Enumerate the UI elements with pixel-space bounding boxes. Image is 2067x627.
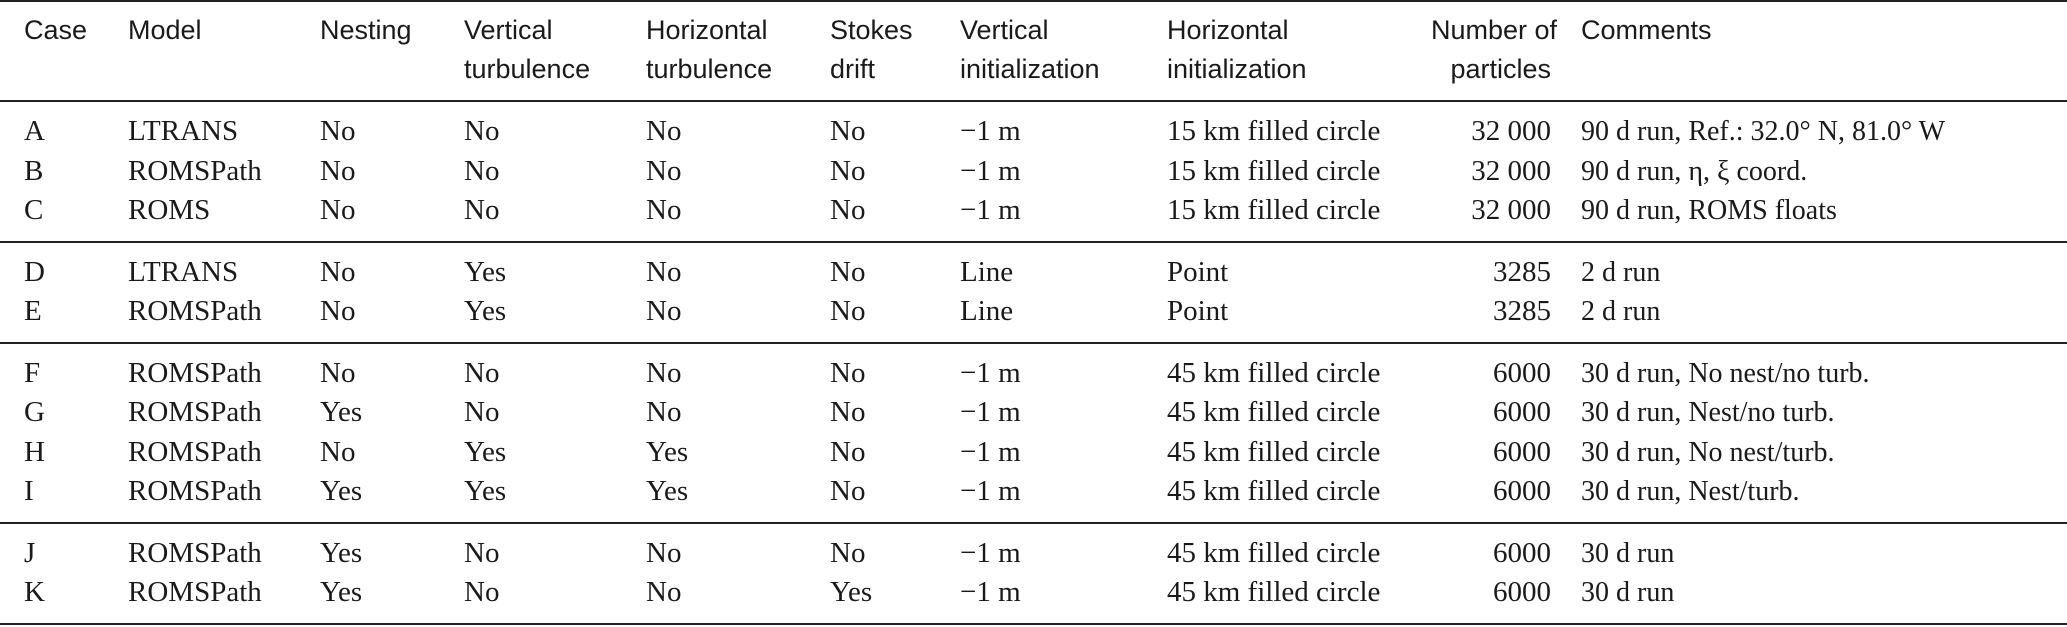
vertical-initialization-cell: −1 m	[960, 435, 1021, 468]
header-line: Horizontal	[1167, 15, 1289, 45]
comments-cell: 30 d run	[1581, 573, 2067, 624]
vertical-turbulence-cell: Yes	[464, 435, 507, 468]
row-group	[0, 523, 2067, 624]
table-row	[0, 292, 2067, 343]
row-group	[0, 343, 2067, 523]
model-cell: ROMSPath	[128, 396, 262, 428]
table-header	[0, 1, 2067, 101]
stokes-drift-cell: No	[830, 194, 866, 226]
stokes-drift-cell: No	[830, 115, 866, 147]
nesting-cell: Yes	[320, 475, 363, 507]
stokes-drift-cell: No	[830, 396, 866, 428]
horizontal-initialization-cell: 45 km filled circle	[1167, 475, 1381, 507]
vertical-initialization-cell: −1 m	[960, 523, 1167, 574]
horizontal-turbulence-cell: No	[646, 295, 682, 327]
case-cell: H	[24, 435, 45, 468]
header-line: Vertical	[464, 15, 553, 45]
table-row	[0, 191, 2067, 242]
horizontal-initialization-cell: 15 km filled circle	[1167, 115, 1381, 147]
model-cell: ROMSPath	[128, 523, 320, 574]
table-row	[0, 393, 2067, 433]
header-model: Model	[128, 1, 320, 101]
number-of-particles-cell: 32 000	[1471, 194, 1551, 226]
horizontal-turbulence-cell: No	[646, 573, 830, 624]
horizontal-turbulence-cell: No	[646, 154, 682, 187]
number-of-particles-cell: 6000	[1431, 343, 1581, 394]
number-of-particles-cell: 6000	[1493, 475, 1551, 507]
number-of-particles-cell: 6000	[1493, 435, 1551, 468]
horizontal-turbulence-cell: No	[646, 194, 682, 226]
vertical-initialization-cell: Line	[960, 242, 1167, 293]
row-group	[0, 242, 2067, 343]
case-cell: F	[0, 343, 128, 394]
case-cell: K	[0, 573, 128, 624]
horizontal-turbulence-cell: Yes	[646, 435, 689, 468]
vertical-initialization-cell: −1 m	[960, 154, 1021, 187]
vertical-turbulence-cell: No	[464, 343, 646, 394]
number-of-particles-cell: 3285	[1493, 295, 1551, 327]
horizontal-turbulence-cell: No	[646, 242, 830, 293]
vertical-turbulence-cell: Yes	[464, 475, 507, 507]
table-row	[0, 472, 2067, 523]
header-vertical-turbulence	[464, 1, 646, 101]
model-cell: ROMSPath	[128, 295, 262, 327]
header-horizontal-initialization	[1167, 1, 1431, 101]
table-row	[0, 101, 2067, 152]
vertical-initialization-cell: −1 m	[960, 343, 1167, 394]
table-row	[0, 433, 2067, 473]
nesting-cell: No	[320, 343, 464, 394]
horizontal-turbulence-cell: No	[646, 396, 682, 428]
comments-cell: 30 d run, No nest/no turb.	[1581, 343, 2067, 394]
comments-cell: 90 d run, η, ξ coord.	[1581, 155, 1808, 187]
horizontal-initialization-cell: 45 km filled circle	[1167, 396, 1381, 428]
comments-cell: 2 d run	[1581, 296, 1661, 327]
header-row	[0, 1, 2067, 101]
vertical-turbulence-cell: Yes	[464, 295, 507, 327]
comments-cell: 90 d run, ROMS floats	[1581, 195, 1837, 226]
number-of-particles-cell: 32 000	[1471, 154, 1551, 187]
nesting-cell: Yes	[320, 573, 464, 624]
header-comments: Comments	[1581, 1, 2067, 101]
nesting-cell: No	[320, 154, 356, 187]
comments-cell: 30 d run, No nest/turb.	[1581, 436, 1835, 468]
horizontal-turbulence-cell: Yes	[646, 475, 689, 507]
case-cell: J	[0, 523, 128, 574]
header-nesting: Nesting	[320, 1, 464, 101]
header-vertical-initialization	[960, 1, 1167, 101]
header-horizontal-turbulence	[646, 1, 830, 101]
stokes-drift-cell: No	[830, 435, 866, 468]
number-of-particles-cell: 3285	[1431, 242, 1581, 293]
horizontal-initialization-cell: 45 km filled circle	[1167, 573, 1431, 624]
comments-cell: 2 d run	[1581, 242, 2067, 293]
stokes-drift-cell: Yes	[830, 573, 960, 624]
horizontal-turbulence-cell: No	[646, 523, 830, 574]
table-row	[0, 523, 2067, 574]
comments-cell: 30 d run, Nest/turb.	[1581, 476, 1800, 507]
header-line: initialization	[960, 54, 1100, 84]
nesting-cell: No	[320, 242, 464, 293]
header-line: particles	[1450, 54, 1551, 84]
stokes-drift-cell: No	[830, 343, 960, 394]
model-cell: ROMSPath	[128, 475, 262, 507]
number-of-particles-cell: 6000	[1493, 396, 1551, 428]
stokes-drift-cell: No	[830, 154, 866, 187]
number-of-particles-cell: 6000	[1431, 573, 1581, 624]
vertical-initialization-cell: −1 m	[960, 194, 1021, 226]
header-case: Case	[0, 1, 128, 101]
horizontal-initialization-cell: 15 km filled circle	[1167, 154, 1381, 187]
horizontal-initialization-cell: 45 km filled circle	[1167, 523, 1431, 574]
nesting-cell: No	[320, 435, 356, 468]
vertical-turbulence-cell: No	[464, 523, 646, 574]
stokes-drift-cell: No	[830, 295, 866, 327]
nesting-cell: No	[320, 115, 356, 147]
header-line: Number of	[1431, 15, 1558, 45]
model-cell: ROMS	[128, 194, 211, 226]
vertical-turbulence-cell: No	[464, 396, 500, 428]
stokes-drift-cell: No	[830, 523, 960, 574]
horizontal-initialization-cell: 15 km filled circle	[1167, 194, 1381, 226]
case-cell: B	[24, 154, 44, 187]
nesting-cell: Yes	[320, 396, 363, 428]
header-number-of-particles	[1431, 1, 1581, 101]
case-cell: G	[24, 396, 45, 428]
model-cell: LTRANS	[128, 115, 239, 147]
stokes-drift-cell: No	[830, 475, 866, 507]
nesting-cell: Yes	[320, 523, 464, 574]
case-cell: I	[24, 475, 34, 507]
header-line: Vertical	[960, 15, 1049, 45]
header-line: Stokes	[830, 15, 913, 45]
number-of-particles-cell: 32 000	[1471, 115, 1551, 147]
case-cell: D	[0, 242, 128, 293]
vertical-turbulence-cell: No	[464, 194, 500, 226]
header-line: turbulence	[464, 54, 591, 84]
model-cell: ROMSPath	[128, 435, 262, 468]
model-cell: ROMSPath	[128, 343, 320, 394]
comments-cell: 30 d run, Nest/no turb.	[1581, 397, 1835, 428]
table-row	[0, 343, 2067, 394]
vertical-turbulence-cell: Yes	[464, 242, 646, 293]
vertical-turbulence-cell: No	[464, 115, 500, 147]
horizontal-turbulence-cell: No	[646, 343, 830, 394]
vertical-initialization-cell: −1 m	[960, 573, 1167, 624]
header-line: drift	[830, 54, 876, 84]
case-cell: A	[24, 115, 45, 147]
model-cell: ROMSPath	[128, 154, 262, 187]
nesting-cell: No	[320, 295, 356, 327]
nesting-cell: No	[320, 194, 356, 226]
model-cell: LTRANS	[128, 242, 320, 293]
case-cell: E	[24, 295, 42, 327]
comments-cell: 30 d run	[1581, 523, 2067, 574]
table-row	[0, 573, 2067, 624]
comments-cell: 90 d run, Ref.: 32.0° N, 81.0° W	[1581, 116, 1946, 147]
number-of-particles-cell: 6000	[1431, 523, 1581, 574]
stokes-drift-cell: No	[830, 242, 960, 293]
horizontal-initialization-cell: 45 km filled circle	[1167, 435, 1381, 468]
header-line: initialization	[1167, 54, 1307, 84]
vertical-turbulence-cell: No	[464, 573, 646, 624]
header-line: turbulence	[646, 54, 773, 84]
horizontal-initialization-cell: Point	[1167, 242, 1431, 293]
case-cell: C	[24, 194, 44, 226]
table-row	[0, 152, 2067, 192]
vertical-initialization-cell: −1 m	[960, 396, 1021, 428]
horizontal-turbulence-cell: No	[646, 115, 682, 147]
vertical-turbulence-cell: No	[464, 154, 500, 187]
horizontal-initialization-cell: Point	[1167, 295, 1229, 327]
model-cell: ROMSPath	[128, 573, 320, 624]
horizontal-initialization-cell: 45 km filled circle	[1167, 343, 1431, 394]
row-group	[0, 101, 2067, 242]
header-line: Horizontal	[646, 15, 768, 45]
header-stokes-drift	[830, 1, 960, 101]
vertical-initialization-cell: −1 m	[960, 475, 1021, 507]
vertical-initialization-cell: −1 m	[960, 115, 1021, 147]
vertical-initialization-cell: Line	[960, 295, 1014, 327]
table-row	[0, 242, 2067, 293]
